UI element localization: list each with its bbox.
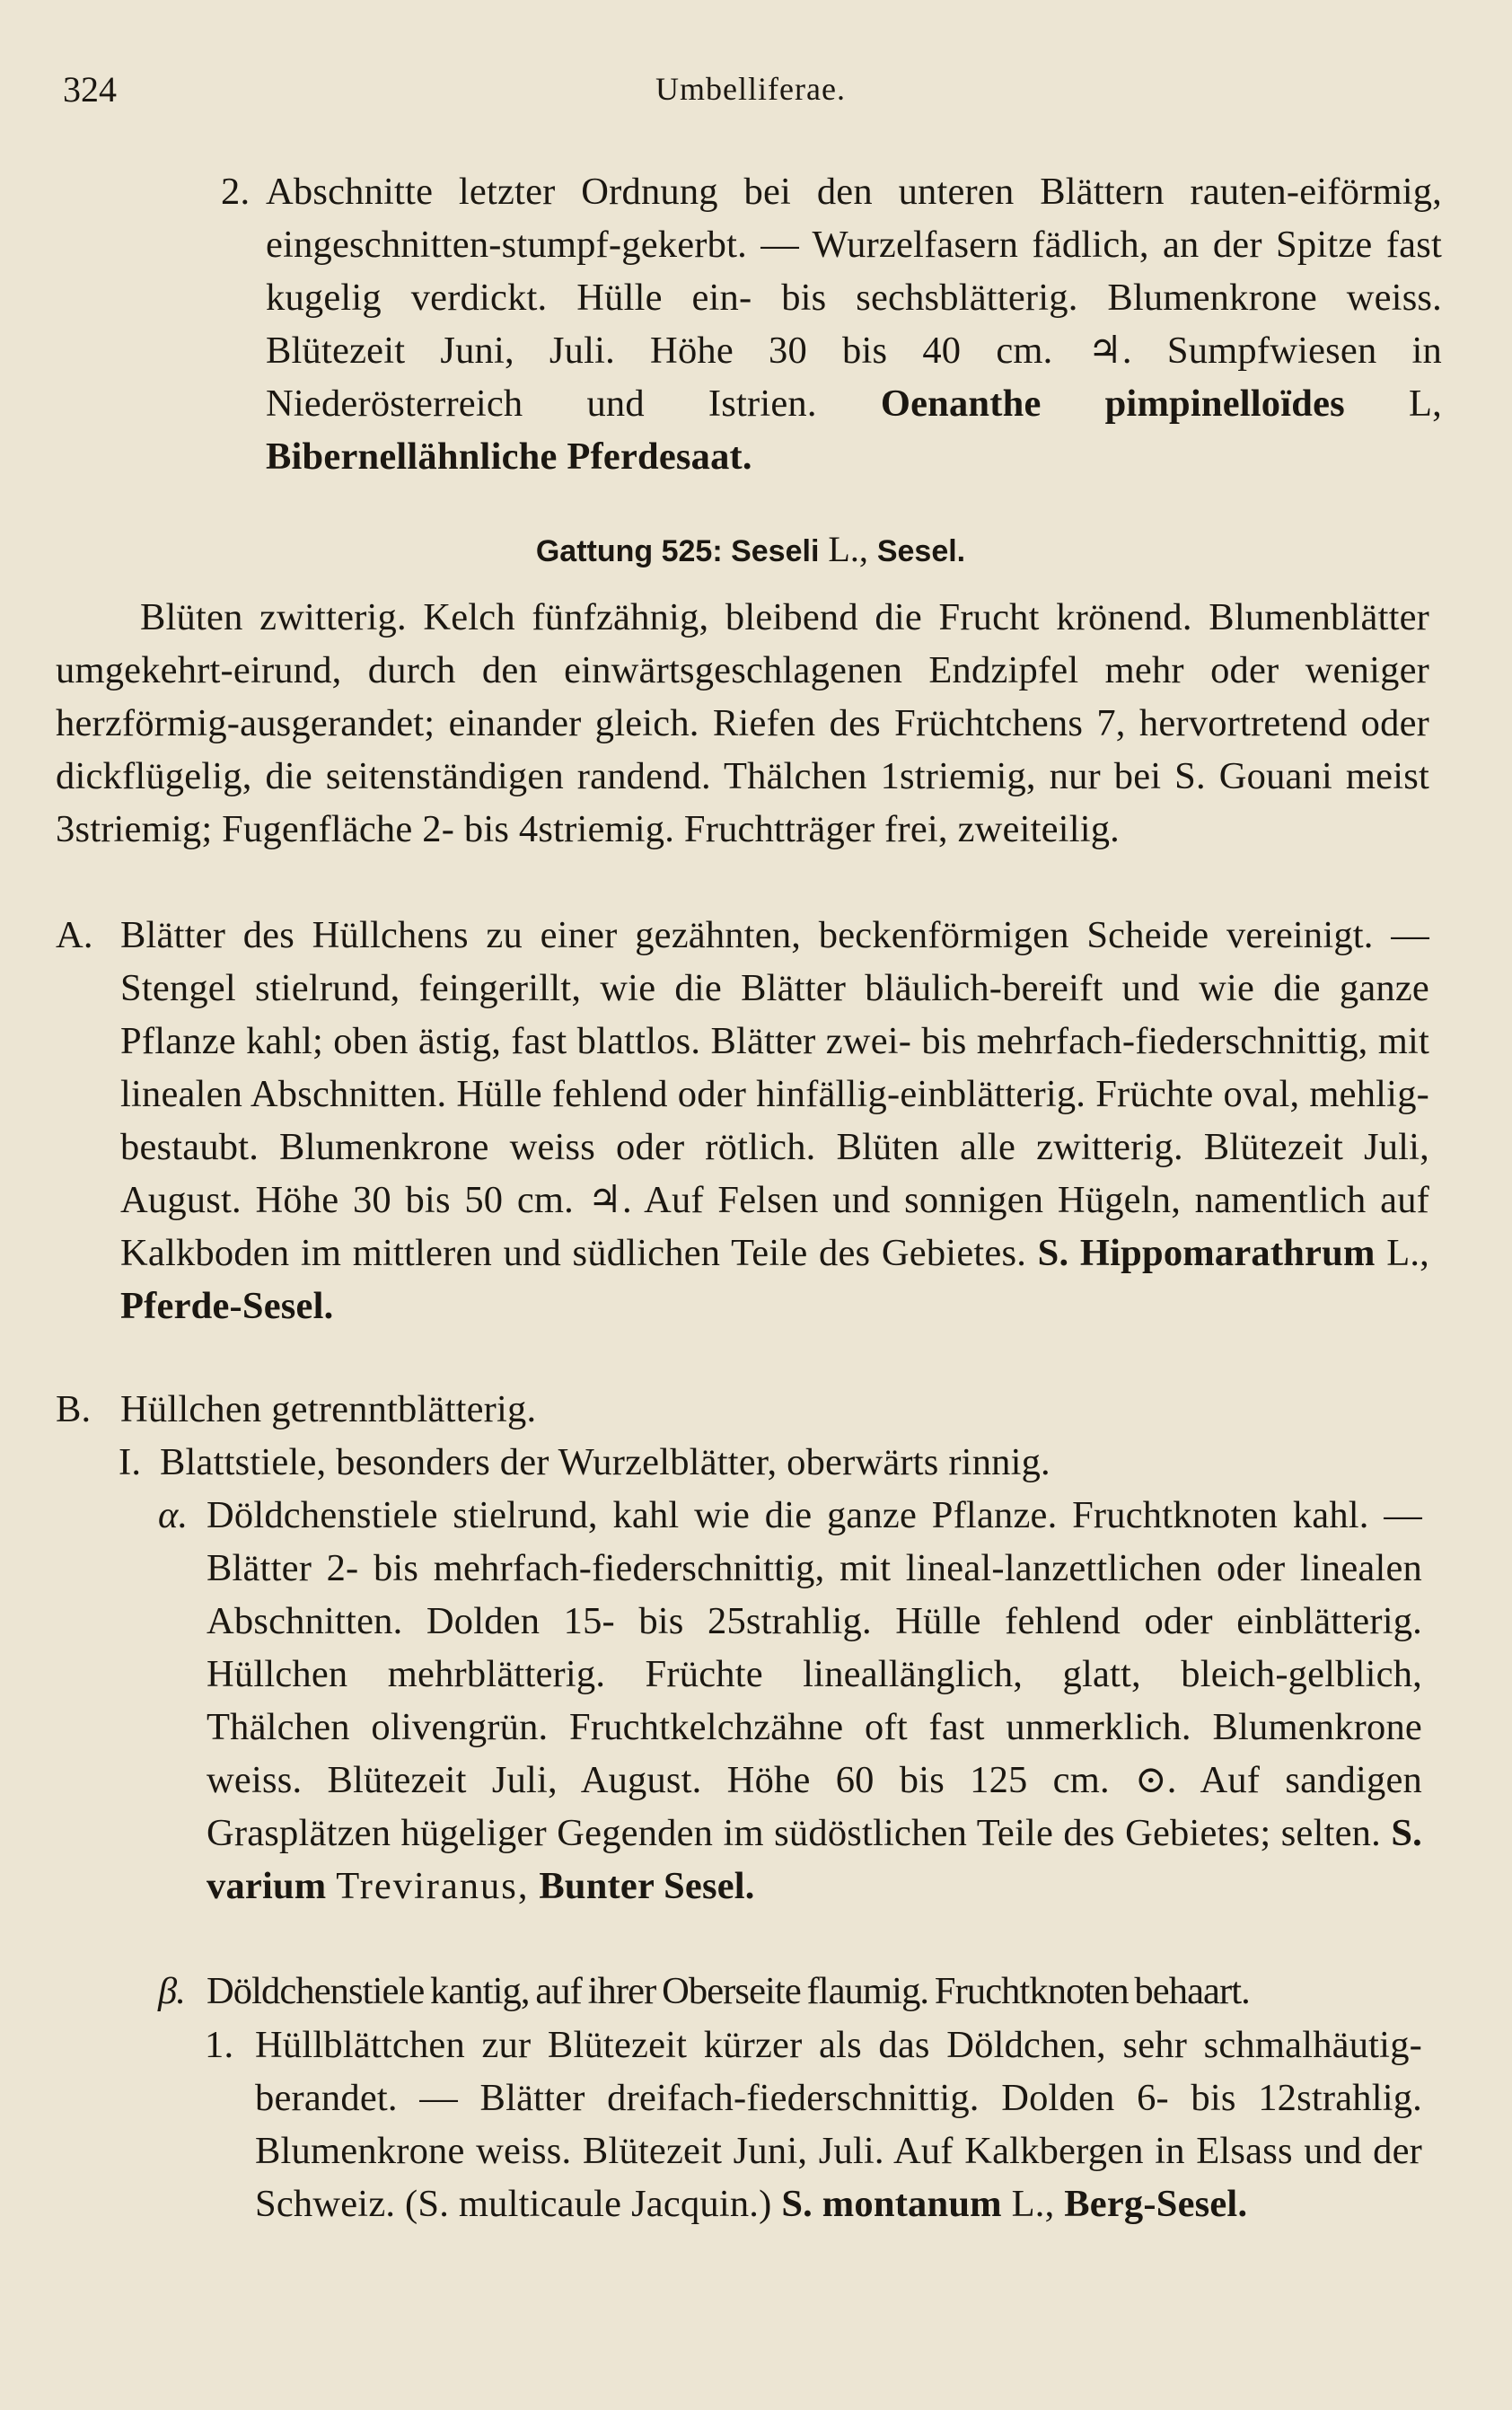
section-a-text: Blätter des Hüllchens zu einer gezähnten, beckenförmigen Scheide vereinigt. — Stengel stielrund, feingerillt, wie die Blätter bläulich-bereift und wie die ganze Pflanze kahl; oben ästig, fast blattlos. Blätter zwei- bis mehrfach-fiederschnittig, mit linealen Abschnitten. Hülle fehlend oder hinfällig-einblätterig. Früchte oval, mehlig-bestaubt. Blumenkrone weiss oder rötlich. Blüten alle zwitterig. Blütezeit Juli, August. Höhe 30 bis 50 cm. ♃. Auf Felsen und sonnigen Hügeln, namentlich auf Kalkboden im mittleren und südlichen Teile des Gebietes. xyxy=(120,914,1429,1274)
section-a-author: L., xyxy=(1386,1232,1429,1274)
entry-2-common-name: Bibernellähnliche Pferdesaat. xyxy=(266,435,752,478)
section-b-marker: B. xyxy=(56,1388,92,1430)
subsection-i xyxy=(119,1436,1429,1489)
section-b-text: Hüllchen getrenntblätterig. xyxy=(120,1388,537,1430)
item-alpha-text: Döldchenstiele stielrund, kahl wie die ganze Pflanze. Fruchtknoten kahl. — Blätter 2- bis mehrfach-fiederschnittig, mit lineal-lanzettlichen oder linealen Abschnitten. Dolden 15- bis 25strahlig. Hülle fehlend oder einblätterig. Hüllchen mehrblätterig. Früchte lineallänglich, glatt, bleich-gelblich, Thälchen olivengrün. Fruchtkelchzähne oft fast unmerklich. Blumenkrone weiss. Blütezeit Juli, August. Höhe 60 bis 125 cm. ⊙. Auf sandigen Grasplätzen hügeliger Gegenden im südöstlichen Teile des Gebietes; selten. xyxy=(207,1494,1422,1854)
item-1-author: L., xyxy=(1011,2183,1055,2225)
item-beta-text: Döldchenstiele kantig, auf ihrer Oberseite flaumig. Fruchtknoten behaart. xyxy=(207,1970,1250,2012)
genus-label: Gattung 525: Seseli xyxy=(535,534,820,568)
item-alpha-common-name: Bunter Sesel. xyxy=(539,1865,755,1907)
section-a-species-name: S. Hippomarathrum xyxy=(1037,1232,1376,1274)
item-1-text: Hüllblättchen zur Blütezeit kürzer als das Döldchen, sehr schmalhäutig-berandet. — Blätter dreifach-fiederschnittig. Dolden 6- bis 12strahlig. Blumenkrone weiss. Blütezeit Juni, Juli. Auf Kalkbergen in Elsass und der Schweiz. (S. multicaule Jacquin.) xyxy=(255,2024,1422,2225)
section-a-marker: A. xyxy=(56,914,93,956)
page-number: 324 xyxy=(63,69,117,110)
item-beta xyxy=(158,1965,1433,2018)
genus-description: Blüten zwitterig. Kelch fünfzähnig, bleibend die Frucht krönend. Blumenblätter umgekehrt-eirund, durch den einwärtsgeschlagenen Endzipfel mehr oder weniger herzförmig-ausgerandet; einander gleich. Riefen des Früchtchens 7, hervortretend oder dickflügelig, die seitenständigen randend. Thälchen 1striemig, nur bei S. Gouani meist 3striemig; Fugenfläche 2- bis 4striemig. Fruchtträger frei, zweiteilig. xyxy=(56,596,1429,850)
item-1 xyxy=(205,2019,1422,2230)
item-alpha-author: Treviranus, xyxy=(336,1865,530,1907)
genus-author: L., xyxy=(828,529,868,569)
item-alpha-marker: α. xyxy=(158,1494,189,1536)
running-head: Umbelliferae. xyxy=(655,71,846,107)
item-1-marker: 1. xyxy=(205,2024,234,2066)
section-a xyxy=(56,909,1429,1333)
subsection-i-marker: I. xyxy=(119,1441,142,1483)
entry-2-species-name: Oenanthe pimpinelloïdes xyxy=(880,383,1345,425)
subsection-i-text: Blattstiele, besonders der Wurzelblätter, oberwärts rinnig. xyxy=(160,1441,1050,1483)
section-a-common-name: Pferde-Sesel. xyxy=(120,1285,334,1327)
item-1-common-name: Berg-Sesel. xyxy=(1064,2183,1248,2225)
entry-2-text: Abschnitte letzter Ordnung bei den unteren Blättern rauten-eiförmig, eingeschnitten-stumpf-gekerbt. — Wurzelfasern fädlich, an der Spitze fast kugelig verdickt. Hülle ein- bis sechsblätterig. Blumenkrone weiss. Blütezeit Juni, Juli. Höhe 30 bis 40 cm. ♃. Sumpfwiesen in Niederösterreich und Istrien. xyxy=(266,171,1442,425)
item-alpha xyxy=(158,1489,1422,1913)
item-1-species-name: S. montanum xyxy=(781,2183,1002,2225)
entry-2-marker: 2. xyxy=(221,171,251,213)
genus-common-name: Sesel. xyxy=(876,534,966,568)
entry-2-author: L, xyxy=(1409,383,1442,425)
page-header xyxy=(59,68,1442,122)
entry-2 xyxy=(221,165,1442,483)
genus-heading xyxy=(59,528,1442,570)
item-alpha-species-name: S. varium xyxy=(207,1812,1422,1907)
section-b xyxy=(56,1383,1429,1436)
item-beta-marker: β. xyxy=(158,1970,185,2012)
